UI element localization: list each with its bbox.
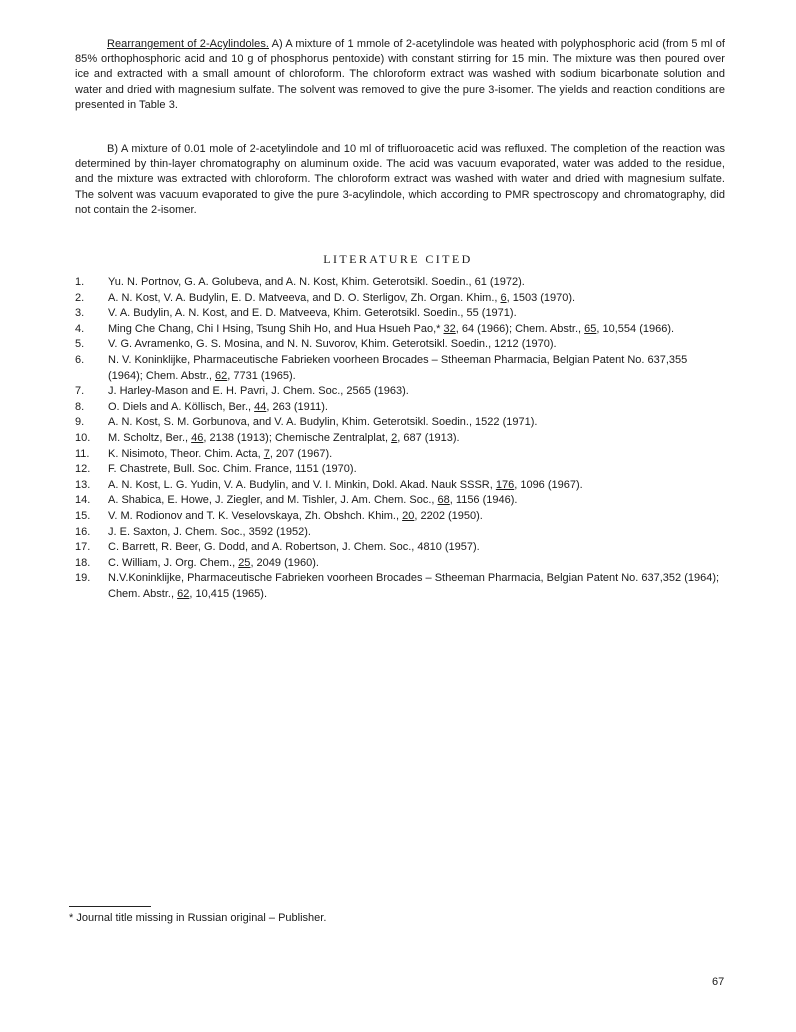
reference-number: 16.	[75, 525, 91, 538]
reference-number: 15.	[75, 509, 91, 522]
reference-number: 3.	[75, 307, 85, 320]
reference-segment: K. Nisimoto, Theor. Chim. Acta,	[108, 447, 264, 460]
reference-item	[75, 337, 725, 353]
reference-volume: 2	[391, 431, 398, 444]
reference-number: 9.	[75, 416, 85, 429]
reference-segment: , 1096 (1967).	[514, 478, 583, 491]
reference-number: 19.	[75, 572, 91, 585]
reference-item	[75, 275, 725, 291]
reference-segment: O. Diels and A. Köllisch, Ber.,	[108, 400, 255, 413]
reference-volume: 25	[238, 556, 251, 569]
reference-volume: 7	[263, 447, 270, 460]
reference-text	[108, 493, 725, 509]
reference-text	[108, 478, 725, 494]
reference-segment: F. Chastrete, Bull. Soc. Chim. France, 1151 (1970).	[108, 463, 357, 476]
reference-text	[108, 431, 725, 447]
reference-text	[108, 556, 725, 572]
reference-segment: , 64 (1966); Chem. Abstr.,	[455, 322, 585, 335]
reference-segment: J. E. Saxton, J. Chem. Soc., 3592 (1952).	[108, 525, 311, 538]
reference-item	[75, 400, 725, 416]
reference-text	[108, 337, 725, 353]
reference-number: 6.	[75, 353, 85, 366]
reference-item	[75, 462, 725, 478]
reference-number: 1.	[75, 276, 85, 288]
reference-segment: , 10,415 (1965).	[189, 587, 268, 600]
reference-segment: A. N. Kost, V. A. Budylin, E. D. Matveeva, and D. O. Sterligov, Zh. Organ. Khim.,	[108, 291, 501, 304]
paragraph-rearrangement-b	[75, 142, 725, 218]
reference-item	[75, 493, 725, 509]
reference-number: 11.	[75, 447, 90, 460]
reference-number: 5.	[75, 338, 85, 351]
reference-number: 7.	[75, 385, 85, 398]
reference-volume: 44	[254, 400, 267, 413]
reference-volume: 32	[443, 322, 456, 335]
reference-segment: J. Harley-Mason and E. H. Pavri, J. Chem. Soc., 2565 (1963).	[108, 385, 409, 398]
page-number: 67	[712, 976, 725, 988]
reference-list	[75, 275, 725, 602]
reference-text	[108, 462, 725, 478]
reference-number: 2.	[75, 291, 85, 304]
reference-item	[75, 509, 725, 525]
literature-heading: LITERATURE CITED	[323, 252, 473, 266]
reference-number: 14.	[75, 494, 91, 507]
reference-text	[108, 509, 725, 525]
reference-item	[75, 306, 725, 322]
reference-segment: C. William, J. Org. Chem.,	[108, 556, 239, 569]
reference-number: 13.	[75, 478, 91, 491]
reference-text	[108, 384, 725, 400]
reference-text	[108, 353, 725, 384]
reference-volume: 62	[215, 369, 228, 382]
reference-text	[108, 525, 725, 541]
reference-number: 17.	[75, 541, 91, 554]
reference-segment: , 2202 (1950).	[414, 509, 483, 522]
reference-segment: , 2138 (1913); Chemische Zentralplat,	[203, 431, 392, 444]
reference-segment: Yu. N. Portnov, G. A. Golubeva, and A. N. Kost, Khim. Geterotsikl. Soedin., 61 (1972).	[108, 276, 525, 288]
reference-item	[75, 447, 725, 463]
reference-segment: V. A. Budylin, A. N. Kost, and E. D. Matveeva, Khim. Geterotsikl. Soedin., 55 (1971).	[108, 307, 517, 320]
reference-item	[75, 322, 725, 338]
reference-segment: , 207 (1967).	[269, 447, 333, 460]
reference-item	[75, 415, 725, 431]
paragraph-text: A) A mixture of 1 mmole of 2-acetylindole was heated with polyphosphoric acid (from 5 ml of 85% orthophosphoric acid and 10 g of phosphorus pentoxide) with constant stirring for 15 min. The mixture was then poured over ice and extracted with a small amount of chloroform. The chloroform extract was washed with sodium bicarbonate solution and water and dried with magnesium sulfate. The solvent was removed to give the pure 3-isomer. The yields and reaction conditions are presented in Table 3.	[75, 38, 725, 111]
reference-segment: M. Scholtz, Ber.,	[108, 431, 192, 444]
reference-volume: 65	[584, 322, 597, 335]
reference-text	[108, 571, 725, 602]
reference-text	[108, 540, 725, 556]
reference-number: 10.	[75, 431, 91, 444]
reference-volume: 68	[437, 494, 450, 507]
reference-segment: , 1156 (1946).	[449, 494, 518, 507]
reference-item	[75, 571, 725, 602]
reference-item	[75, 556, 725, 572]
reference-segment: V. M. Rodionov and T. K. Veselovskaya, Zh. Obshch. Khim.,	[108, 509, 403, 522]
reference-text	[108, 447, 725, 463]
reference-item	[75, 353, 725, 384]
reference-number: 12.	[75, 463, 91, 476]
reference-number: 8.	[75, 400, 85, 413]
footnote-divider	[69, 906, 151, 907]
footnote: * Journal title missing in Russian original – Publisher.	[69, 912, 327, 924]
reference-segment: A. N. Kost, S. M. Gorbunova, and V. A. Budylin, Khim. Geterotsikl. Soedin., 1522 (1971).	[108, 416, 538, 429]
reference-volume: 20	[402, 509, 415, 522]
reference-text	[108, 322, 725, 338]
reference-segment: V. G. Avramenko, G. S. Mosina, and N. N. Suvorov, Khim. Geterotsikl. Soedin., 1212 (1970).	[108, 338, 557, 351]
reference-segment: A. N. Kost, L. G. Yudin, V. A. Budylin, and V. I. Minkin, Dokl. Akad. Nauk SSSR,	[108, 478, 496, 491]
reference-segment: N. V. Koninklijke, Pharmaceutische Fabrieken voorheen Brocades – Stheeman Pharmacia, Belgian Patent No. 637,355 (1964); Chem. Abstr.,	[108, 353, 688, 382]
reference-segment: A. Shabica, E. Howe, J. Ziegler, and M. Tishler, J. Am. Chem. Soc.,	[108, 494, 438, 507]
reference-text	[108, 291, 725, 307]
reference-item	[75, 478, 725, 494]
reference-volume: 176	[495, 478, 515, 491]
reference-text	[108, 400, 725, 416]
reference-segment: N.V.Koninklijke, Pharmaceutische Fabrieken voorheen Brocades – Stheeman Pharmacia, Belgian Patent No. 637,352 (1964); Chem. Abstr.,	[108, 572, 720, 600]
reference-segment: , 10,554 (1966).	[596, 322, 675, 335]
reference-number: 18.	[75, 556, 91, 569]
reference-segment: Ming Che Chang, Chi I Hsing, Tsung Shih Ho, and Hua Hsueh Pao,*	[108, 322, 444, 335]
reference-number: 4.	[75, 322, 85, 335]
reference-item	[75, 540, 725, 556]
reference-item	[75, 525, 725, 541]
reference-text	[108, 415, 725, 431]
reference-segment: , 2049 (1960).	[250, 556, 319, 569]
reference-item	[75, 291, 725, 307]
reference-item	[75, 431, 725, 447]
paragraph-rearrangement-a	[75, 37, 725, 113]
reference-volume: 62	[177, 587, 190, 600]
section-title: Rearrangement of 2-Acylindoles.	[107, 38, 269, 50]
reference-segment: , 1503 (1970).	[506, 291, 576, 304]
reference-volume: 46	[191, 431, 204, 444]
reference-segment: C. Barrett, R. Beer, G. Dodd, and A. Robertson, J. Chem. Soc., 4810 (1957).	[108, 541, 480, 554]
reference-segment: , 263 (1911).	[266, 400, 328, 413]
reference-segment: , 7731 (1965).	[227, 369, 296, 382]
reference-text	[108, 275, 725, 291]
reference-item	[75, 384, 725, 400]
paragraph-text: B) A mixture of 0.01 mole of 2-acetylindole and 10 ml of trifluoroacetic acid was refluxed. The completion of the reaction was determined by thin-layer chromatography on aluminum oxide. The acid was vacuum evaporated, water was added to the residue, and the mixture was extracted with chloroform. The chloroform extract was washed with water and dried with magnesium sulfate. The solvent was vacuum evaporated to give the pure 3-acylindole, which according to PMR spectroscopy and chromatography, did not contain the 2-isomer.	[75, 143, 725, 216]
reference-volume: 6	[500, 291, 507, 304]
reference-segment: , 687 (1913).	[397, 431, 460, 444]
reference-text	[108, 306, 725, 322]
